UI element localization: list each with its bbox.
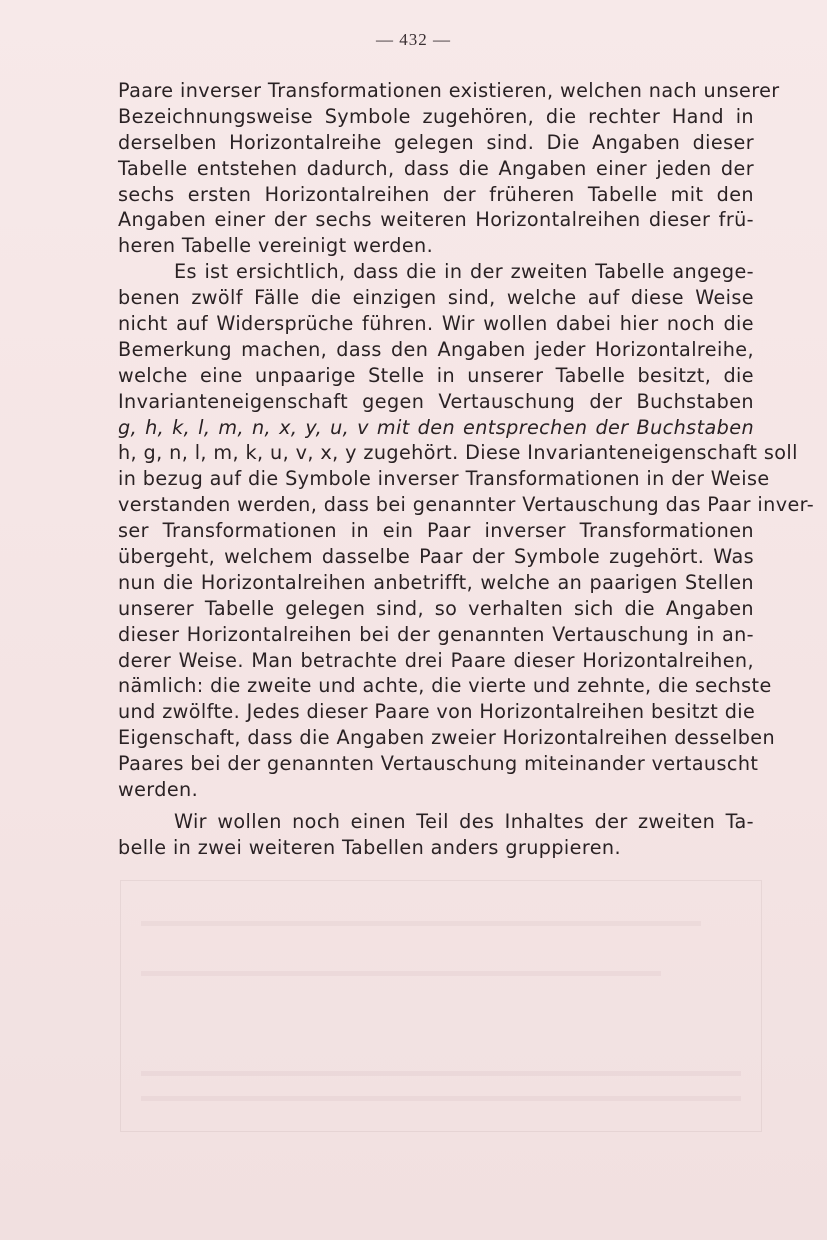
text-line: sechs ersten Horizontalreihen der früheren Tabelle mit den (118, 182, 754, 206)
text-line: nicht auf Widersprüche führen. Wir wollen dabei hier noch die (118, 312, 754, 336)
text-line: derer Weise. Man betrachte drei Paare dieser Horizontalreihen, (118, 648, 754, 672)
paragraph-2 (118, 259, 815, 803)
text-line: werden. (118, 778, 199, 802)
text-line-symbols: h, g, n, l, m, k, u, v, x, y zugehört. Diese Invarianteneigenschaft soll (118, 441, 798, 465)
text-line: dieser Horizontalreihen bei der genannten Vertauschung in an- (118, 622, 754, 646)
text-line: heren Tabelle vereinigt werden. (118, 234, 434, 258)
text-line: Paare inverser Transformationen existieren, welchen nach unserer (118, 79, 780, 102)
text-line: unserer Tabelle gelegen sind, so verhalten sich die Angaben (118, 596, 754, 620)
text-line: Bemerkung machen, dass den Angaben jeder Horizontalreihe, (118, 337, 754, 361)
text-line: übergeht, welchem dasselbe Paar der Symbole zugehört. Was (118, 545, 754, 569)
bleed-line (141, 1071, 741, 1076)
text-line: Bezeichnungsweise Symbole zugehören, die rechter Hand in (118, 104, 754, 128)
page-number: — 432 — (376, 30, 451, 49)
text-line: ser Transformationen in ein Paar inverser Transformationen (118, 519, 754, 543)
text-line: Wir wollen noch einen Teil des Inhaltes der zweiten Ta- (174, 809, 754, 833)
text-line: benen zwölf Fälle die einzigen sind, welche auf diese Weise (118, 286, 754, 310)
bleed-line (141, 1096, 741, 1101)
text-line: in bezug auf die Symbole inverser Transformationen in der Weise (118, 467, 770, 491)
text-line: Invarianteneigenschaft gegen Vertauschung der Buchstaben (118, 389, 754, 413)
text-line: derselben Horizontalreihe gelegen sind. Die Angaben dieser (118, 130, 754, 154)
text-line: Eigenschaft, dass die Angaben zweier Horizontalreihen desselben (118, 726, 776, 750)
paragraph-3 (118, 809, 754, 861)
text-line: nämlich: die zweite und achte, die vierte und zehnte, die sechste (118, 674, 772, 698)
text-line: Tabelle entstehen dadurch, dass die Angaben einer jeden der (118, 156, 754, 180)
text-line: Paares bei der genannten Vertauschung miteinander vertauscht (118, 752, 759, 776)
body-text (118, 78, 815, 861)
text-line: verstanden werden, dass bei genannter Vertauschung das Paar inver- (118, 493, 815, 517)
reverse-page-bleed (120, 880, 762, 1132)
paragraph-1 (118, 78, 780, 259)
text-line: nun die Horizontalreihen anbetrifft, welche an paarigen Stellen (118, 570, 754, 594)
text-line: Angaben einer der sechs weiteren Horizontalreihen dieser frü- (118, 208, 754, 232)
text-line: welche eine unpaarige Stelle in unserer Tabelle besitzt, die (118, 363, 754, 387)
text-line-symbols: g, h, k, l, m, n, x, y, u, v mit den entsprechen der Buchstaben (118, 415, 754, 439)
bleed-line (141, 971, 661, 976)
text-line: und zwölfte. Jedes dieser Paare von Horizontalreihen besitzt die (118, 700, 756, 724)
text-line: Es ist ersichtlich, dass die in der zweiten Tabelle angege- (174, 260, 754, 284)
text-line: belle in zwei weiteren Tabellen anders gruppieren. (118, 835, 621, 859)
bleed-line (141, 921, 701, 926)
